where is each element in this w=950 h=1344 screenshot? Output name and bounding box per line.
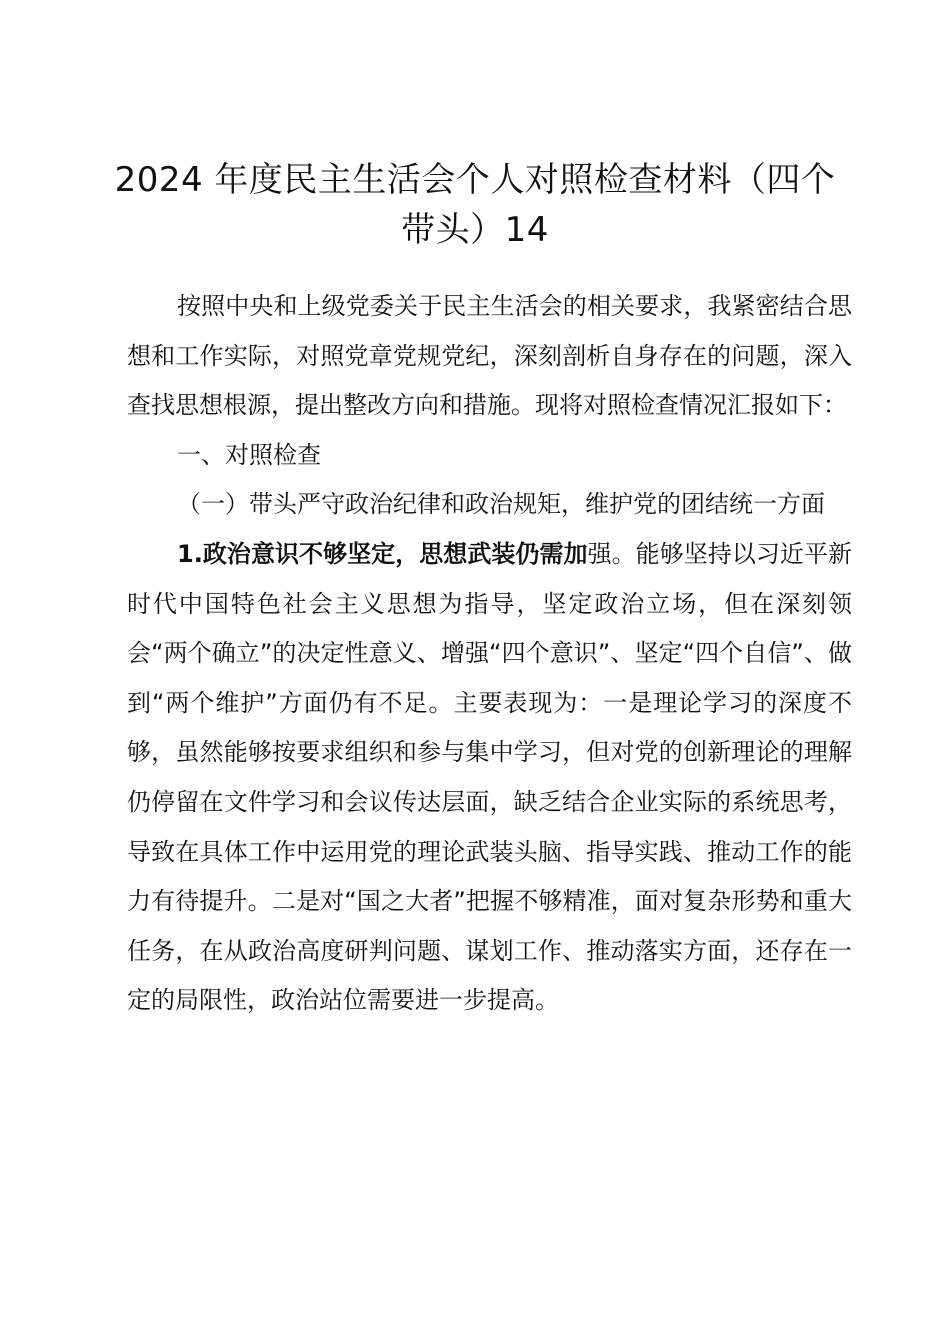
- item-1-body: 强。能够坚持以习近平新时代中国特色社会主义思想为指导，坚定政治立场，但在深刻领会“两个确立”的决定性意义、增强“四个意识”、坚定“四个自信”、做到“两个维护”方面仍有不足。主要表现为：一是理论学习的深度不够，虽然能够按要求组织和参与集中学习，但对党的创新理论的理解仍停留在文件学习和会议传达层面，缺乏结合企业实际的系统思考，导致在具体工作中运用党的理论武装头脑、指导实践、推动工作的能力有待提升。二是对“国之大者”把握不够精准，面对复杂形势和重大任务，在从政治高度研判问题、谋划工作、推动落实方面，还存在一定的局限性，政治站位需要进一步提高。: [127, 539, 852, 1015]
- document-title: 2024 年度民主生活会个人对照检查材料（四个带头）14: [114, 160, 836, 250]
- intro-paragraph: 按照中央和上级党委关于民主生活会的相关要求，我紧密结合思想和工作实际，对照党章党规党纪，深刻剖析自身存在的问题，深入查找思想根源，提出整改方向和措施。现将对照检查情况汇报如下：: [127, 292, 852, 420]
- section-heading-check: 一、对照检查: [177, 440, 321, 469]
- item-1-paragraph: [127, 530, 852, 1026]
- item-1-lead: 1.政治意识不够坚定，思想武装仍需加: [177, 539, 588, 568]
- subsection-heading-discipline: （一）带头严守政治纪律和政治规矩，维护党的团结统一方面: [177, 490, 825, 519]
- document-body: [127, 282, 852, 1026]
